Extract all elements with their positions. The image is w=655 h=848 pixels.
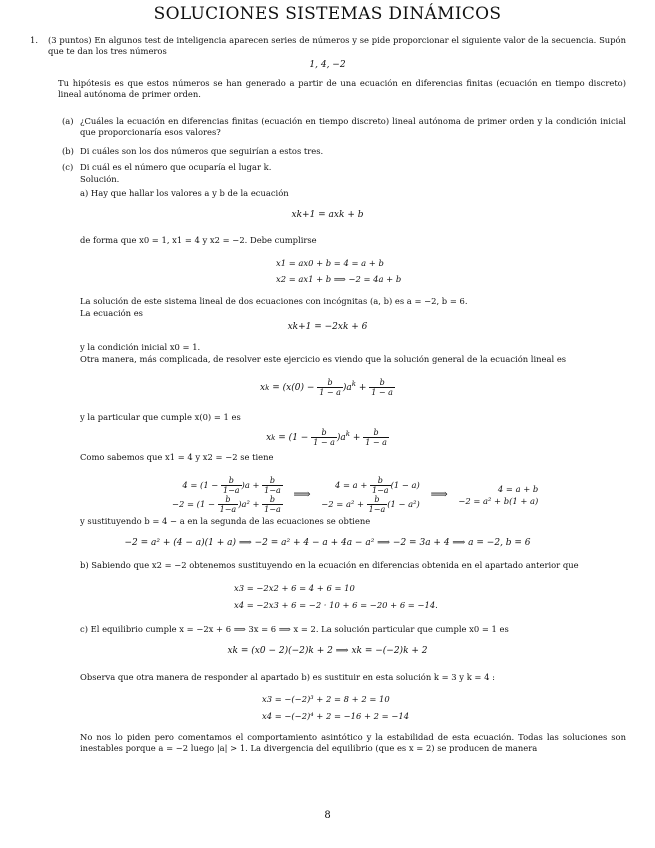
item-c-text: Di cuál es el número que ocuparía el lugar k.: [80, 162, 272, 172]
general-solution-formula: xk = (x(0) − $\frac{b}{1 - a}$ )$a^k$ + $\frac{b}{1 - a}$: [260, 378, 393, 397]
part-c-alternative: Observa que otra manera de responder al apartado b) es sustituir en esta solución k = 3 y k = 4 :: [80, 672, 495, 682]
derivation-block: 4 = (1 − $\frac{b}{1-a}$ )a + $\frac{b}{1-a}$ −2 = (1 − $\frac{b}{1-a}$ )a² + $\frac{b}{1-a}$ ⟹ 4 = a + $\frac{b}{1-a}$ (1 − a) −2 = a² + $\frac{b}{1-a}$ (1 − a²) ⟹ 4 = a + b −2 = a² + b(1 + a): [172, 476, 539, 514]
page-number: 8: [324, 810, 331, 821]
item-b-label: (b): [62, 146, 74, 156]
substitution-equation: −2 = a² + (4 − a)(1 + a) ⟹ −2 = a² + 4 − a + 4a − a² ⟹ −2 = 3a + 4 ⟹ a = −2, b = 6: [124, 538, 531, 548]
part-b-x3: x3 = −2x2 + 6 = 4 + 6 = 10: [234, 583, 355, 593]
initial-conditions: de forma que x0 = 1, x1 = 4 y x2 = −2. Debe cumplirse: [80, 235, 317, 245]
page-title: SOLUCIONES SISTEMAS DINÁMICOS: [153, 4, 502, 24]
item-c-label: (c): [62, 162, 74, 172]
part-b-intro: b) Sabiendo que x2 = −2 obtenemos sustituyendo en la ecuación en diferencias obtenida en el apartado anterior que: [80, 560, 579, 570]
part-c-equation: xk = (x0 − 2)(−2)k + 2 ⟹ xk = −(−2)k + 2: [227, 646, 428, 656]
system-solution: La solución de este sistema lineal de dos ecuaciones con incógnitas (a, b) es a = −2, b = 6.: [80, 296, 468, 306]
item-b-text: Di cuáles son los dos números que seguirían a estos tres.: [80, 146, 324, 156]
problem-intro: (3 puntos) En algunos test de inteligencia aparecen series de números y se pide proporcionar el siguiente valor de la secuencia. Supón que te dan los tres números: [48, 35, 626, 56]
general-equation: xk+1 = axk + b: [291, 210, 364, 220]
system-eq-1: x1 = ax0 + b = 4 = a + b: [276, 258, 384, 268]
item-a-text: ¿Cuáles la ecuación en diferencias finitas (ecuación en tiempo discreto) lineal autónoma de primer orden y la condición inicial que proporcionaría esos valores?: [80, 116, 626, 137]
sequence-values: 1, 4, −2: [309, 60, 346, 70]
since-intro: Como sabemos que x1 = 4 y x2 = −2 se tiene: [80, 452, 274, 462]
solution-heading: Solución.: [80, 174, 120, 184]
part-c-intro: c) El equilibrio cumple x = −2x + 6 ⟹ 3x = 6 ⟹ x = 2. La solución particular que cumple x0 = 1 es: [80, 624, 509, 634]
substitution-intro: y sustituyendo b = 4 − a en la segunda de las ecuaciones se obtiene: [80, 516, 371, 526]
final-equation: xk+1 = −2xk + 6: [287, 322, 368, 332]
part-b-x4: x4 = −2x3 + 6 = −2 · 10 + 6 = −20 + 6 = −14.: [234, 600, 438, 610]
hypothesis-text: Tu hipótesis es que estos números se han generado a partir de una ecuación en diferencias finitas (ecuación en tiempo discreto) lineal autónoma de primer orden.: [58, 78, 626, 99]
particular-intro: y la particular que cumple x(0) = 1 es: [80, 412, 241, 422]
problem-number: 1.: [30, 35, 38, 45]
initial-condition: y la condición inicial x0 = 1.: [80, 342, 201, 352]
particular-solution-formula: xk = (1 − $\frac{b}{1 - a}$ )$a^k$ + $\frac{b}{1 - a}$: [266, 428, 387, 447]
closing-paragraph: No nos lo piden pero comentamos el comportamiento asintótico y la estabilidad de esta ecuación. Todas las soluciones son inestables porque a = −2 luego |a| > 1. La divergencia del equilibrio (que es x = 2) se producen de manera: [80, 732, 626, 753]
solution-a-intro: a) Hay que hallar los valores a y b de la ecuación: [80, 188, 289, 198]
equation-label: La ecuación es: [80, 308, 143, 318]
part-c-x3: x3 = −(−2)³ + 2 = 8 + 2 = 10: [262, 694, 390, 704]
alt-method: Otra manera, más complicada, de resolver este ejercicio es viendo que la solución general de la ecuación lineal es: [80, 354, 567, 364]
system-eq-2: x2 = ax1 + b ⟹ −2 = 4a + b: [276, 274, 402, 284]
item-a-label: (a): [62, 116, 74, 126]
part-c-x4: x4 = −(−2)⁴ + 2 = −16 + 2 = −14: [262, 711, 410, 721]
